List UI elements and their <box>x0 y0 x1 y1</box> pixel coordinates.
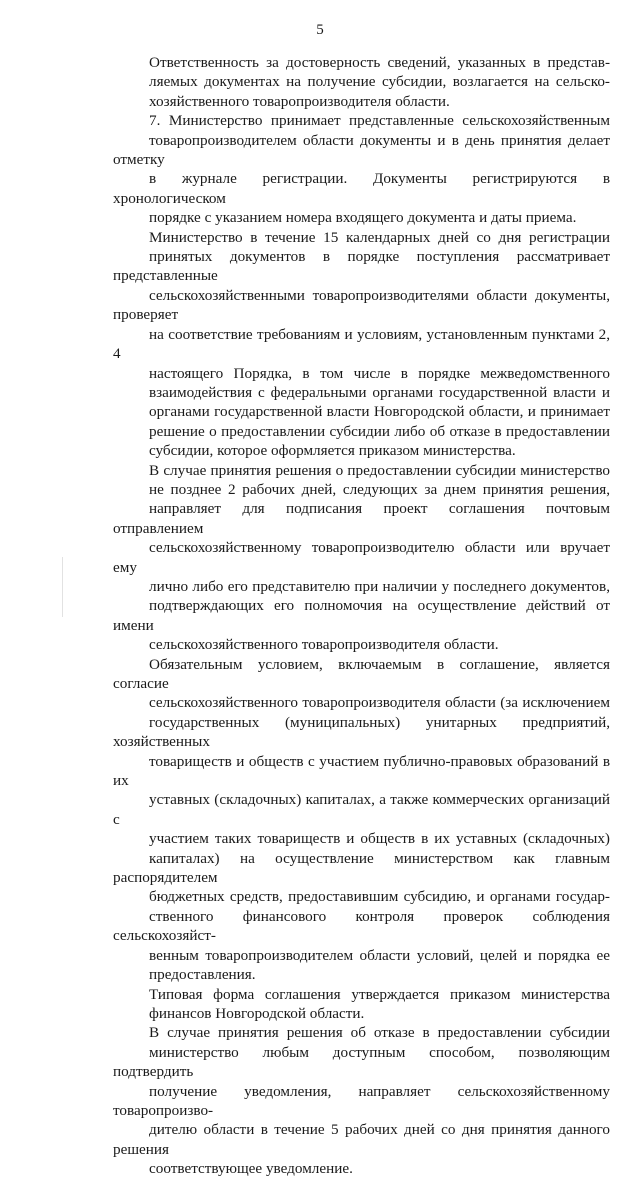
text-line: сельскохозяйственного товаропроизводителя области. <box>149 636 499 654</box>
text-line: сельскохозяйственному товаропроизводителю области или вручает ему <box>113 539 610 576</box>
text-line: В случае принятия решения о предоставлении субсидии министерство <box>149 461 610 479</box>
text-line: лично либо его представителю при наличии у последнего документов, <box>149 577 610 595</box>
text-line: на соответствие требованиям и условиям, установленным пунктами 2, 4 <box>113 325 610 363</box>
paragraph <box>113 655 610 985</box>
text-line: министерство любым доступным способом, позволяющим подтвердить <box>113 1043 610 1081</box>
text-line: субсидии, которое оформляется приказом министерства. <box>149 442 516 460</box>
text-line: предоставления. <box>149 966 256 984</box>
text-line: венным товаропроизводителем области условий, целей и порядка ее <box>149 946 610 964</box>
text-line: направляет для подписания проект соглашения почтовым отправлением <box>113 500 610 537</box>
text-line: подтверждающих его полномочия на осуществление действий от имени <box>113 597 610 634</box>
text-line: товариществ и обществ с участием публично-правовых образований в их <box>113 752 610 790</box>
paragraph <box>113 985 610 1024</box>
text-line: решение о предоставлении субсидии либо об отказе в предоставлении <box>149 422 610 440</box>
text-line: товаропроизводителем области документы и в день принятия делает отметку <box>113 131 610 169</box>
text-line: уставных (складочных) капиталах, а также коммерческих организаций с <box>113 791 610 828</box>
text-line: в журнале регистрации. Документы регистрируются в хронологическом <box>113 170 610 207</box>
text-line: соответствующее уведомление. <box>149 1160 353 1178</box>
text-line: Ответственность за достоверность сведений, указанных в представ- <box>149 54 610 71</box>
text-line: В случае принятия решения об отказе в предоставлении субсидии <box>149 1024 610 1042</box>
text-line: порядке с указанием номера входящего документа и даты приема. <box>149 209 577 227</box>
text-line: дителю области в течение 5 рабочих дней со дня принятия данного решения <box>113 1121 610 1158</box>
text-line: принятых документов в порядке поступления рассматривает представленные <box>113 248 610 285</box>
text-line: Обязательным условием, включаемым в соглашение, является согласие <box>113 655 610 692</box>
text-line: капиталах) на осуществление министерством как главным распорядителем <box>113 849 610 887</box>
paragraph <box>113 53 610 111</box>
text-line: сельскохозяйственного товаропроизводителя области (за исключением <box>149 694 610 712</box>
text-line: государственных (муниципальных) унитарных предприятий, хозяйственных <box>113 713 610 751</box>
text-line: ляемых документах на получение субсидии, возлагается на сельско- <box>149 73 610 91</box>
text-line: не позднее 2 рабочих дней, следующих за днем принятия решения, <box>149 480 610 498</box>
text-line: 7. Министерство принимает представленные сельскохозяйственным <box>149 112 610 130</box>
text-line: органами государственной власти Новгородской области, и принимает <box>149 403 610 421</box>
paragraph <box>113 461 610 655</box>
paragraph <box>113 1023 610 1178</box>
text-line: Министерство в течение 15 календарных дней со дня регистрации <box>149 228 610 246</box>
page-number: 5 <box>316 22 324 38</box>
paragraph <box>113 228 610 461</box>
text-line: бюджетных средств, предоставившим субсидию, и органами государ- <box>149 888 610 906</box>
text-line: получение уведомления, направляет сельскохозяйственному товаропроизво- <box>113 1082 610 1119</box>
scan-margin-mark <box>62 557 63 617</box>
text-line: взаимодействия с федеральными органами государственной власти и <box>149 383 610 401</box>
text-line: хозяйственного товаропроизводителя области. <box>149 92 450 110</box>
text-line: участием таких товариществ и обществ в их уставных (складочных) <box>149 830 610 848</box>
text-line: настоящего Порядка, в том числе в порядке межведомственного <box>149 364 610 382</box>
text-line: Типовая форма соглашения утверждается приказом министерства <box>149 985 610 1003</box>
document-body <box>113 53 610 1179</box>
paragraph <box>113 111 610 227</box>
text-line: сельскохозяйственными товаропроизводителями области документы, проверяет <box>113 286 610 324</box>
text-line: финансов Новгородской области. <box>149 1004 365 1022</box>
text-line: ственного финансового контроля проверок соблюдения сельскохозяйст- <box>113 907 610 945</box>
